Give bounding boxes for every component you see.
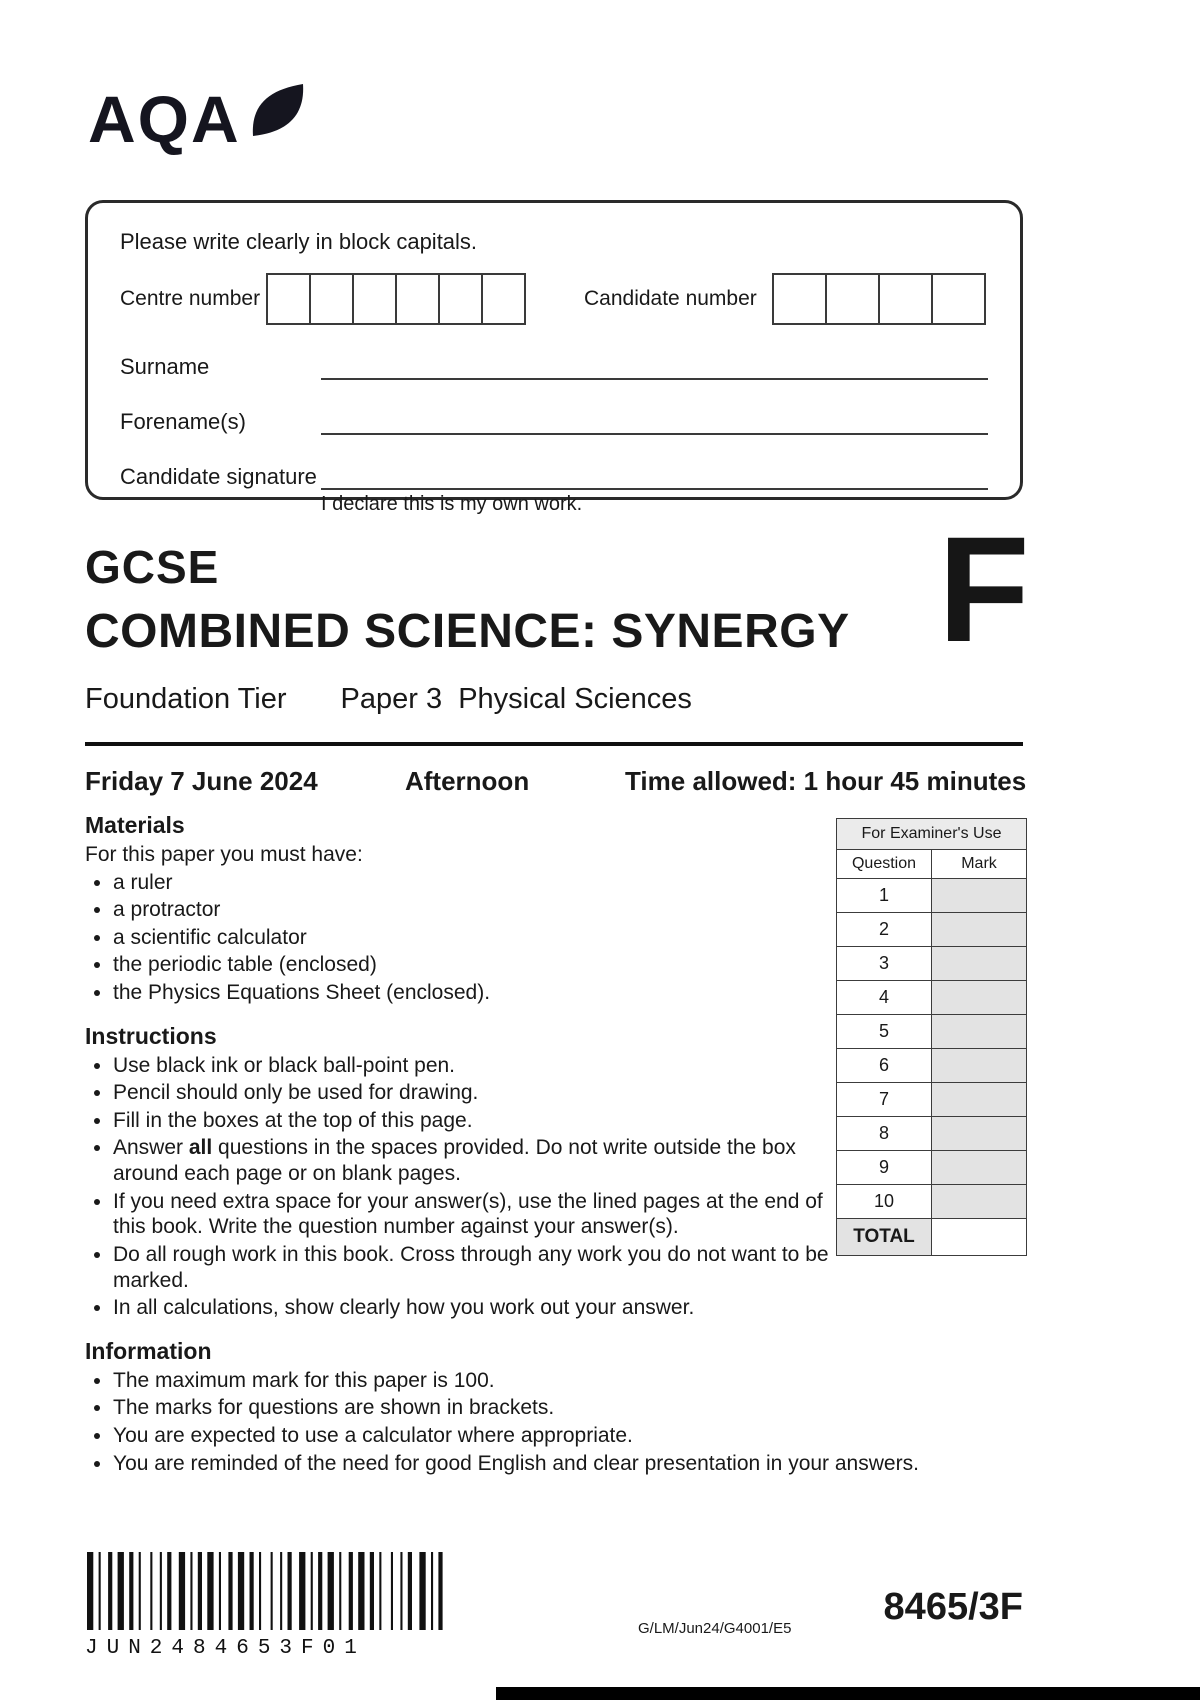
list-item: • The maximum mark for this paper is 100. xyxy=(113,1368,970,1394)
candidate-details-box xyxy=(85,200,1023,515)
mark-column-header: Mark xyxy=(932,850,1027,879)
list-item: • the Physics Equations Sheet (enclosed). xyxy=(113,980,858,1006)
entry-cell[interactable] xyxy=(352,273,397,325)
barcode-bars xyxy=(85,1552,449,1635)
examiner-question-cell: 5 xyxy=(837,1015,932,1049)
materials-intro: For this paper you must have: xyxy=(85,843,363,866)
examiner-mark-cell xyxy=(932,981,1027,1015)
divider-rule xyxy=(85,742,1023,746)
surname-label: Surname xyxy=(120,354,210,379)
information-heading: Information xyxy=(85,1337,212,1364)
entry-cell[interactable] xyxy=(395,273,440,325)
print-code: G/LM/Jun24/G4001/E5 xyxy=(638,1620,792,1637)
list-item: • In all calculations, show clearly how you work out your answer. xyxy=(113,1295,858,1321)
examiner-mark-cell xyxy=(932,913,1027,947)
examiner-question-cell: 6 xyxy=(837,1049,932,1083)
forenames-row xyxy=(120,407,988,435)
information-section xyxy=(85,1338,970,1476)
candidate-number-cells[interactable] xyxy=(772,273,986,325)
exam-time-of-day: Afternoon xyxy=(405,766,530,796)
examiner-question-cell: 1 xyxy=(837,879,932,913)
instructions-heading: Instructions xyxy=(85,1022,217,1049)
bottom-black-bar xyxy=(496,1687,1200,1700)
list-item: • Do all rough work in this book. Cross through any work you do not want to be marked. xyxy=(113,1242,858,1293)
signature-row xyxy=(120,462,988,490)
examiner-mark-cell xyxy=(932,947,1027,981)
total-label: TOTAL xyxy=(837,1219,932,1256)
information-list xyxy=(85,1368,970,1476)
declaration-text: I declare this is my own work. xyxy=(321,493,583,515)
question-column-header: Question xyxy=(837,850,932,879)
signature-input-line[interactable] xyxy=(321,462,988,490)
entry-cell[interactable] xyxy=(931,273,986,325)
subject-title: COMBINED SCIENCE: SYNERGY xyxy=(85,605,850,658)
entry-cell[interactable] xyxy=(309,273,354,325)
forenames-input-line[interactable] xyxy=(321,407,988,435)
aqa-logo xyxy=(88,82,309,156)
candidate-number-label: Candidate number xyxy=(584,287,757,310)
examiner-mark-cell xyxy=(932,1117,1027,1151)
entry-cell[interactable] xyxy=(266,273,311,325)
list-item: • Use black ink or black ball-point pen. xyxy=(113,1053,858,1079)
foundation-tier-badge: F xyxy=(938,505,1030,673)
block-capitals-instruction: Please write clearly in block capitals. xyxy=(120,229,478,254)
entry-cell[interactable] xyxy=(878,273,933,325)
aqa-leaf-icon xyxy=(247,80,309,142)
examiner-question-cell: 2 xyxy=(837,913,932,947)
entry-cell[interactable] xyxy=(825,273,880,325)
examiner-mark-cell xyxy=(932,1185,1027,1219)
barcode xyxy=(85,1552,449,1660)
paper-label: Paper 3 Physical Sciences xyxy=(340,683,692,715)
list-item: • a scientific calculator xyxy=(113,925,858,951)
materials-list xyxy=(85,870,858,1006)
aqa-logo-text: AQA xyxy=(88,82,241,156)
number-entry-row xyxy=(120,273,988,325)
list-item: • You are reminded of the need for good English and clear presentation in your answers. xyxy=(113,1451,970,1477)
examiner-use-table xyxy=(836,818,1027,1256)
centre-number-cells[interactable] xyxy=(266,273,526,325)
signature-label: Candidate signature xyxy=(120,464,317,489)
list-item: • The marks for questions are shown in brackets. xyxy=(113,1395,970,1421)
examiner-question-cell: 4 xyxy=(837,981,932,1015)
examiner-mark-cell xyxy=(932,1049,1027,1083)
examiner-question-cell: 3 xyxy=(837,947,932,981)
instructions-list xyxy=(85,1053,858,1321)
list-item: • the periodic table (enclosed) xyxy=(113,952,858,978)
examiner-question-cell: 7 xyxy=(837,1083,932,1117)
surname-row xyxy=(120,352,988,380)
examiner-table-title: For Examiner's Use xyxy=(837,819,1027,850)
total-mark-cell xyxy=(932,1219,1027,1256)
exam-date: Friday 7 June 2024 xyxy=(85,766,318,796)
barcode-text: JUN2484653F01 xyxy=(85,1637,366,1660)
examiner-question-cell: 10 xyxy=(837,1185,932,1219)
entry-cell[interactable] xyxy=(772,273,827,325)
examiner-mark-cell xyxy=(932,879,1027,913)
examiner-mark-cell xyxy=(932,1083,1027,1117)
examiner-mark-cell xyxy=(932,1015,1027,1049)
forenames-label: Forename(s) xyxy=(120,409,246,434)
list-item: • Answer all questions in the spaces provided. Do not write outside the box around each page or on blank pages. xyxy=(113,1135,858,1186)
tier-paper-line xyxy=(85,683,925,716)
tier-label: Foundation Tier xyxy=(85,683,287,715)
surname-input-line[interactable] xyxy=(321,352,988,380)
examiner-mark-cell xyxy=(932,1151,1027,1185)
list-item: • a ruler xyxy=(113,870,858,896)
centre-number-label: Centre number xyxy=(120,287,261,310)
list-item: • Pencil should only be used for drawing. xyxy=(113,1080,858,1106)
examiner-question-cell: 9 xyxy=(837,1151,932,1185)
materials-heading: Materials xyxy=(85,812,185,838)
qualification-title: GCSE xyxy=(85,541,220,593)
list-item: • You are expected to use a calculator where appropriate. xyxy=(113,1423,970,1449)
examiner-question-cell: 8 xyxy=(837,1117,932,1151)
paper-reference: 8465/3F xyxy=(883,1586,1023,1628)
entry-cell[interactable] xyxy=(481,273,526,325)
list-item: • If you need extra space for your answer(s), use the lined pages at the end of this book. Write the question number against your answer(s). xyxy=(113,1189,858,1240)
entry-cell[interactable] xyxy=(438,273,483,325)
time-allowed: Time allowed: 1 hour 45 minutes xyxy=(625,766,1027,796)
title-block xyxy=(85,540,925,716)
list-item: • Fill in the boxes at the top of this page. xyxy=(113,1108,858,1134)
list-item: • a protractor xyxy=(113,897,858,923)
